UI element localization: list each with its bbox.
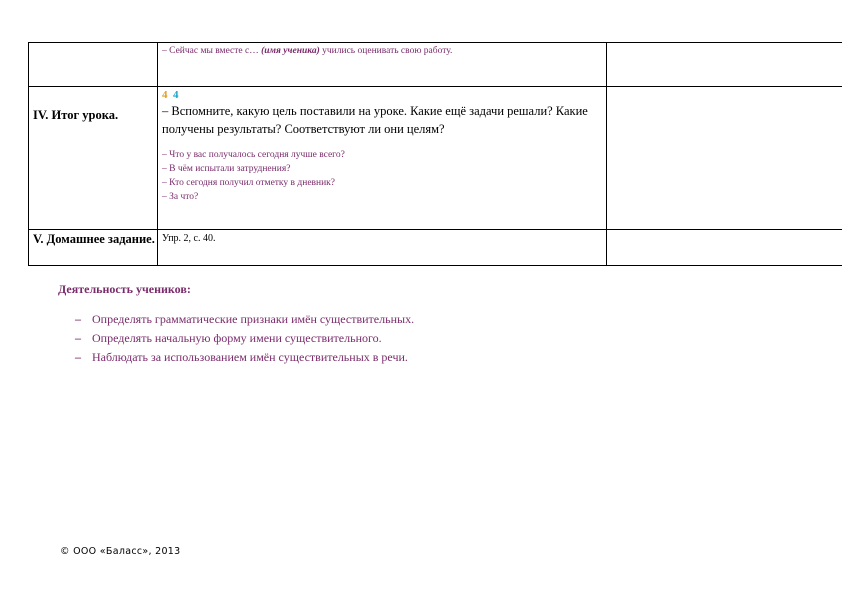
text-suffix: учились оценивать свою работу. [319, 46, 453, 56]
lesson-plan-table [28, 42, 842, 266]
list-item [75, 329, 414, 348]
stage-label: V. Домашнее задание. [33, 232, 155, 246]
list-item: – Что у вас получалось сегодня лучше всего? [162, 150, 345, 160]
content-cell [158, 87, 607, 230]
list-item-text: Определять грамматические признаки имён существительных. [92, 312, 415, 326]
list-item: – Кто сегодня получил отметку в дневник? [162, 178, 336, 188]
orange-mark: 4 [162, 89, 168, 101]
student-name-placeholder: (имя ученика) [261, 46, 320, 56]
copyright-footer: © ООО «Баласс», 2013 [60, 546, 181, 557]
list-item-text: Определять начальную форму имени существительного. [92, 331, 382, 345]
table-row [29, 87, 842, 230]
blue-mark: 4 [173, 89, 179, 101]
content-cell [158, 43, 607, 87]
dash-bullet: – [75, 331, 81, 345]
list-item [75, 310, 414, 329]
activity-title: Деятельность учеников: [58, 282, 191, 296]
content-cell [158, 230, 607, 266]
stage-label: IV. Итог урока. [33, 108, 119, 122]
list-item [75, 348, 414, 367]
homework-text: Упр. 2, с. 40. [162, 233, 216, 244]
table-row [29, 43, 842, 87]
reflection-questions [162, 148, 606, 204]
list-item: – За что? [162, 192, 199, 202]
stage-cell [29, 87, 158, 230]
grade-marks [162, 89, 606, 102]
stage-label [29, 43, 157, 44]
dash-bullet: – [75, 350, 81, 364]
notes-cell [607, 87, 842, 230]
table-row [29, 230, 842, 266]
list-item-text: Наблюдать за использованием имён существительных в речи. [92, 350, 408, 364]
stage-cell [29, 43, 158, 87]
self-assessment-text [158, 43, 606, 58]
list-item: – В чём испытали затруднения? [162, 164, 291, 174]
dash-bullet: – [75, 312, 81, 326]
notes-cell [607, 230, 842, 266]
stage-cell [29, 230, 158, 266]
notes-cell [607, 43, 842, 87]
text-prefix: – Сейчас мы вместе с… [162, 46, 262, 56]
summary-question: – Вспомните, какую цель поставили на уроке. Какие ещё задачи решали? Какие получены результаты? Соответствуют ли они целям? [162, 104, 588, 136]
activity-list [75, 310, 414, 367]
